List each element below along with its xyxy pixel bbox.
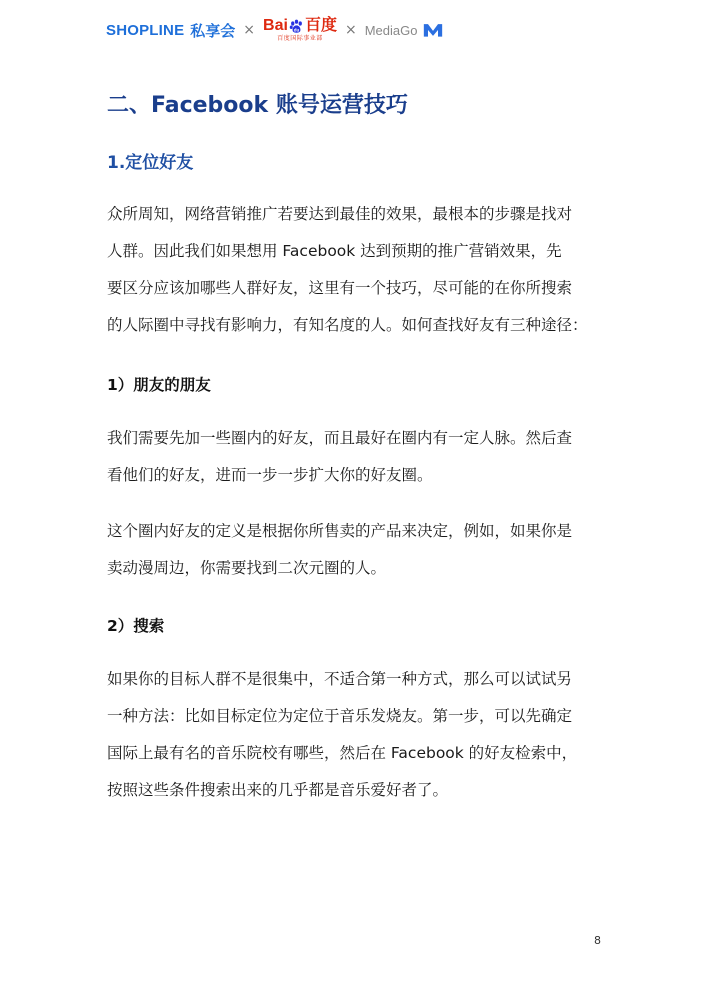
paragraph-line: 按照这些条件搜索出来的几乎都是音乐爱好者了。 xyxy=(107,781,449,799)
section-title: 二、Facebook 账号运营技巧 xyxy=(107,93,408,118)
paragraph-line: 要区分应该加哪些人群好友，这里有一个技巧，尽可能的在你所搜索 xyxy=(107,279,573,297)
paragraph-line: 如果你的目标人群不是很集中，不适合第一种方式，那么可以试试另 xyxy=(107,670,573,688)
baidu-subtitle: 百度国际事业部 xyxy=(277,35,323,42)
friends-paragraph-2 xyxy=(107,513,607,587)
siheng-label: 私享会 xyxy=(190,21,236,40)
paragraph-line: 卖动漫周边，你需要找到二次元圈的人。 xyxy=(107,559,387,577)
paragraph-line: 的人际圈中寻找有影响力，有知名度的人。如何查找好友有三种途径： xyxy=(107,316,588,334)
subsection-title: 1.定位好友 xyxy=(107,153,194,173)
separator-x: × xyxy=(344,22,357,38)
baidu-cn-text: 百度 xyxy=(304,17,337,34)
page-number: 8 xyxy=(594,934,601,947)
friends-paragraph-1 xyxy=(107,420,607,494)
mediago-text: MediaGo xyxy=(364,22,418,38)
separator-x: × xyxy=(243,22,256,38)
paragraph-line: 一种方法：比如目标定位为定位于音乐发烧友。第一步，可以先确定 xyxy=(107,707,573,725)
header-logos xyxy=(106,14,443,46)
heading-friends-of-friends: 1）朋友的朋友 xyxy=(107,376,211,394)
shopline-logo: SHOPLINE xyxy=(106,21,185,39)
baidu-logo xyxy=(263,18,337,42)
search-paragraph xyxy=(107,661,607,809)
paragraph-line: 国际上最有名的音乐院校有哪些，然后在 Facebook 的好友检索中， xyxy=(107,744,578,762)
mediago-m-icon xyxy=(423,22,443,38)
baidu-paw-icon xyxy=(289,19,304,34)
heading-search: 2）搜索 xyxy=(107,617,165,635)
paragraph-line: 众所周知，网络营销推广若要达到最佳的效果，最根本的步骤是找对 xyxy=(107,205,573,223)
baidu-bai-text: Bai xyxy=(263,17,288,34)
svg-text:du: du xyxy=(293,26,300,32)
paragraph-line: 我们需要先加一些圈内的好友，而且最好在圈内有一定人脉。然后查 xyxy=(107,429,573,447)
intro-paragraph xyxy=(107,196,607,344)
paragraph-line: 看他们的好友，进而一步一步扩大你的好友圈。 xyxy=(107,466,433,484)
paragraph-line: 这个圈内好友的定义是根据你所售卖的产品来决定，例如，如果你是 xyxy=(107,522,573,540)
paragraph-line: 人群。因此我们如果想用 Facebook 达到预期的推广营销效果，先 xyxy=(107,242,562,260)
